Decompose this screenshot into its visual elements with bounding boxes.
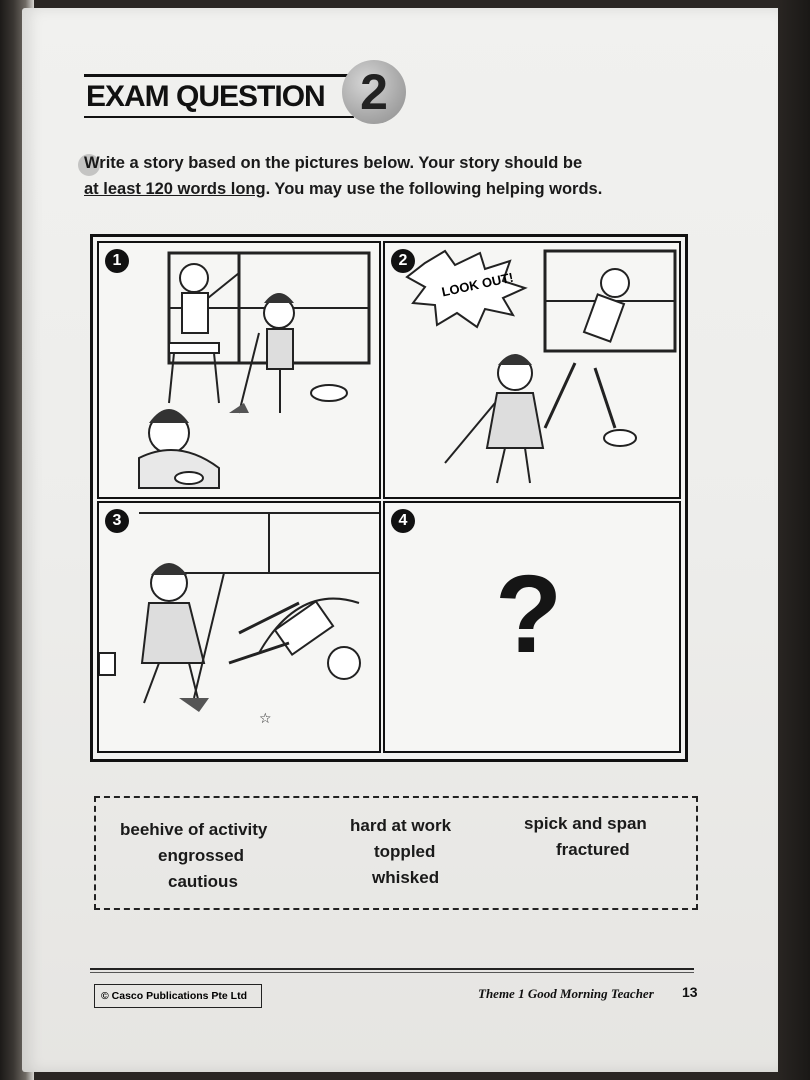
panel-3-illustration xyxy=(99,503,379,751)
instructions-line1: Write a story based on the pictures below. Your story should be xyxy=(84,154,583,172)
helping-word: fractured xyxy=(556,840,630,859)
instructions xyxy=(84,150,694,202)
page-number: 13 xyxy=(682,984,698,1000)
look-out-exclamation: LOOK OUT! xyxy=(440,269,515,300)
panel-1-illustration xyxy=(99,243,379,497)
helping-word: engrossed xyxy=(158,846,244,865)
publisher-label: © Casco Publications Pte Ltd xyxy=(94,984,262,1008)
instructions-underlined: at least 120 words long xyxy=(84,180,266,198)
panel-4-number: 4 xyxy=(391,509,415,533)
instructions-line2: . You may use the following helping words. xyxy=(265,180,603,198)
panel-1-number: 1 xyxy=(105,249,129,273)
panel-2 xyxy=(383,241,681,499)
panel-3 xyxy=(97,501,381,753)
table-surface xyxy=(776,0,810,1080)
helping-word: beehive of activity xyxy=(120,820,268,839)
exam-header xyxy=(64,54,424,128)
helping-word: cautious xyxy=(168,872,238,891)
picture-panels xyxy=(90,234,688,762)
panel-2-illustration xyxy=(385,243,679,497)
helping-word: spick and span xyxy=(524,814,647,833)
panel-2-number: 2 xyxy=(391,249,415,273)
panel-4 xyxy=(383,501,681,753)
helping-word: whisked xyxy=(372,868,440,887)
helping-word: toppled xyxy=(374,842,436,861)
title-rule-top xyxy=(84,74,370,77)
footer-rule xyxy=(90,968,694,970)
title-rule-bottom xyxy=(84,116,354,118)
footer-rule-thin xyxy=(90,972,694,973)
theme-label: Theme 1 Good Morning Teacher xyxy=(478,986,654,1001)
helping-words-box xyxy=(94,796,698,910)
panel-1 xyxy=(97,241,381,499)
panel-3-number: 3 xyxy=(105,509,129,533)
page-title: EXAM QUESTION xyxy=(86,80,325,113)
svg-text:☆: ☆ xyxy=(259,711,272,727)
helping-word: hard at work xyxy=(350,816,452,835)
question-number-badge: 2 xyxy=(342,60,406,124)
question-mark: ? xyxy=(495,553,563,676)
